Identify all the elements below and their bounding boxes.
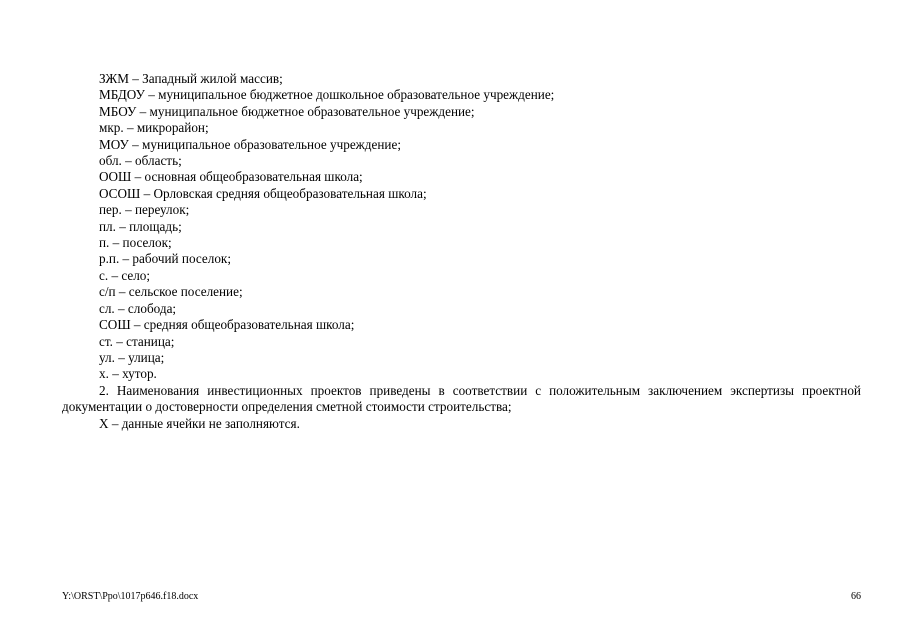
footer-file-path: Y:\ORST\Ppo\1017p646.f18.docx [62,591,199,602]
abbreviation-item: ст. – станица; [99,333,175,349]
abbreviation-item: с/п – сельское поселение; [99,284,243,300]
abbreviation-item: МОУ – муниципальное образовательное учреждение; [99,136,401,152]
abbreviation-item: СОШ – средняя общеобразовательная школа; [99,317,355,333]
abbreviation-item: МБДОУ – муниципальное бюджетное дошкольное образовательное учреждение; [99,87,555,103]
footer-page-number: 66 [851,591,861,602]
abbreviation-item: сл. – слобода; [99,300,177,316]
abbreviation-item: пер. – переулок; [99,202,190,218]
abbreviation-item: МБОУ – муниципальное бюджетное образовательное учреждение; [99,103,475,119]
document-body [62,71,861,432]
abbreviation-item: обл. – область; [99,153,182,169]
abbreviation-item: п. – поселок; [99,235,172,251]
note-paragraph-2: 2. Наименования инвестиционных проектов приведены в соответствии с положительным заключением экспертизы проектной документации о достоверности определения сметной стоимости строительства; [62,382,861,415]
abbreviation-item: с. – село; [99,267,151,283]
note-paragraph-x: Х – данные ячейки не заполняются. [99,415,300,431]
abbreviation-item: мкр. – микрорайон; [99,120,209,136]
abbreviation-item: р.п. – рабочий поселок; [99,251,231,267]
abbreviation-item: ул. – улица; [99,349,165,365]
abbreviation-item: пл. – площадь; [99,218,182,234]
abbreviation-item: ОСОШ – Орловская средняя общеобразовательная школа; [99,185,427,201]
abbreviation-item: х. – хутор. [99,366,157,382]
abbreviation-list [62,71,861,383]
abbreviation-item: ЗЖМ – Западный жилой массив; [99,71,283,86]
abbreviation-item: ООШ – основная общеобразовательная школа; [99,169,363,185]
